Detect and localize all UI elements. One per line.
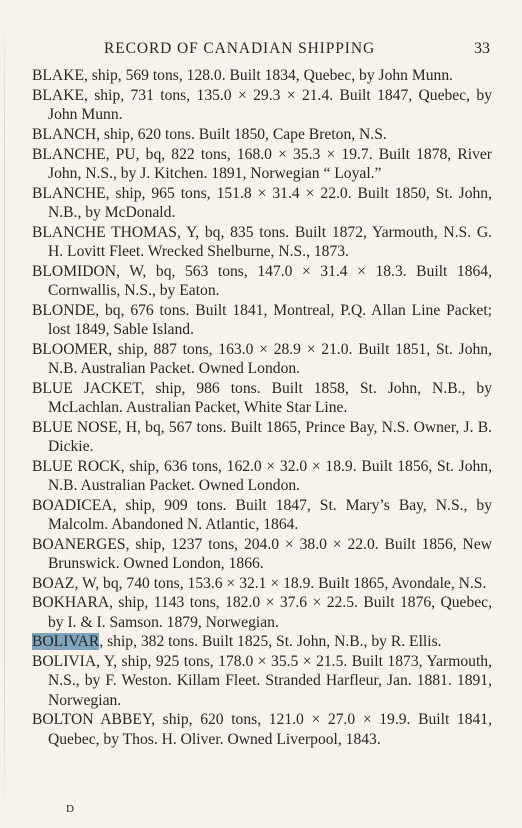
page-number: 33 (474, 40, 490, 57)
page-gutter (4, 0, 5, 828)
entry-blue-rock (32, 457, 492, 495)
page-title: RECORD OF CANADIAN SHIPPING (104, 40, 376, 57)
entry-boadicea (32, 496, 492, 534)
entry-bolton-abbey (32, 710, 492, 748)
entry-bokhara (32, 593, 492, 631)
entry-text: BLANCH, ship, 620 tons. Built 1850, Cape Breton, N.S. (32, 125, 387, 143)
entry-blanche-pu (32, 145, 492, 183)
entry-text: BLANCHE, ship, 965 tons, 151.8 × 31.4 × 22.0. Built 1850, St. John, N.B., by McDonald. (32, 184, 492, 221)
entry-text: , ship, 382 tons. Built 1825, St. John, N.B., by R. Ellis. (99, 633, 442, 651)
signature-mark: D (66, 803, 75, 815)
entry-text: BLUE NOSE, H, bq, 567 tons. Built 1865, Prince Bay, N.S. Owner, J. B. Dickie. (32, 418, 492, 455)
entry-boanerges (32, 535, 492, 573)
entry-text: BOLIVIA, Y, ship, 925 tons, 178.0 × 35.5 × 21.5. Built 1873, Yarmouth, N.S., by F. Weston. Killam Fleet. Stranded Harfleur, Jan. 1881. 1891, Norwegian. (32, 653, 492, 709)
entry-text: BOADICEA, ship, 909 tons. Built 1847, St. Mary’s Bay, N.S., by Malcolm. Abandoned N. Atlantic, 1864. (32, 496, 492, 533)
entry-blue-nose (32, 418, 492, 456)
entry-blake-1 (32, 66, 492, 85)
entry-text: BLONDE, bq, 676 tons. Built 1841, Montreal, P.Q. Allan Line Packet; lost 1849, Sable Island. (32, 301, 492, 338)
entry-text: BLAKE, ship, 731 tons, 135.0 × 29.3 × 21.4. Built 1847, Quebec, by John Munn. (32, 86, 492, 123)
entry-text: BOAZ, W, bq, 740 tons, 153.6 × 32.1 × 18.9. Built 1865, Avondale, N.S. (32, 574, 487, 592)
entry-blanch (32, 125, 492, 144)
running-header (0, 40, 522, 62)
entry-text: BLANCHE, PU, bq, 822 tons, 168.0 × 35.3 × 19.7. Built 1878, River John, N.S., by J. Kitchen. 1891, Norwegian “ Loyal.” (32, 145, 492, 182)
entry-boaz (32, 574, 492, 593)
entry-bolivia (32, 652, 492, 710)
entry-list (32, 66, 492, 749)
search-highlight: BOLIVAR (32, 633, 100, 651)
entry-text: BLANCHE THOMAS, Y, bq, 835 tons. Built 1872, Yarmouth, N.S. G. H. Lovitt Fleet. Wrecked Shelburne, N.S., 1873. (32, 223, 492, 260)
entry-blomidon (32, 262, 492, 300)
entry-blanche-ship (32, 184, 492, 222)
entry-text: BLAKE, ship, 569 tons, 128.0. Built 1834, Quebec, by John Munn. (32, 67, 454, 84)
entry-text: BOANERGES, ship, 1237 tons, 204.0 × 38.0 × 22.0. Built 1856, New Brunswick. Owned London, 1866. (32, 535, 492, 572)
entry-blue-jacket (32, 379, 492, 417)
entry-text: BOKHARA, ship, 1143 tons, 182.0 × 37.6 × 22.5. Built 1876, Quebec, by I. & I. Samson. 1879, Norwegian. (32, 594, 492, 631)
entry-text: BOLTON ABBEY, ship, 620 tons, 121.0 × 27.0 × 19.9. Built 1841, Quebec, by Thos. H. Oliver. Owned Liverpool, 1843. (32, 711, 492, 748)
entry-text: BLOOMER, ship, 887 tons, 163.0 × 28.9 × 21.0. Built 1851, St. John, N.B. Australian Packet. Owned London. (32, 340, 492, 377)
entry-text: BLUE ROCK, ship, 636 tons, 162.0 × 32.0 × 18.9. Built 1856, St. John, N.B. Australian Packet. Owned London. (32, 457, 492, 494)
entry-blake-2 (32, 86, 492, 124)
entry-blonde (32, 301, 492, 339)
entry-bloomer (32, 340, 492, 378)
entry-bolivar (32, 632, 492, 651)
entry-text: BLOMIDON, W, bq, 563 tons, 147.0 × 31.4 × 18.3. Built 1864, Cornwallis, N.S., by Eaton. (32, 262, 492, 299)
entry-text: BLUE JACKET, ship, 986 tons. Built 1858, St. John, N.B., by McLachlan. Australian Packet, White Star Line. (32, 379, 492, 416)
entry-blanche-thomas (32, 223, 492, 261)
